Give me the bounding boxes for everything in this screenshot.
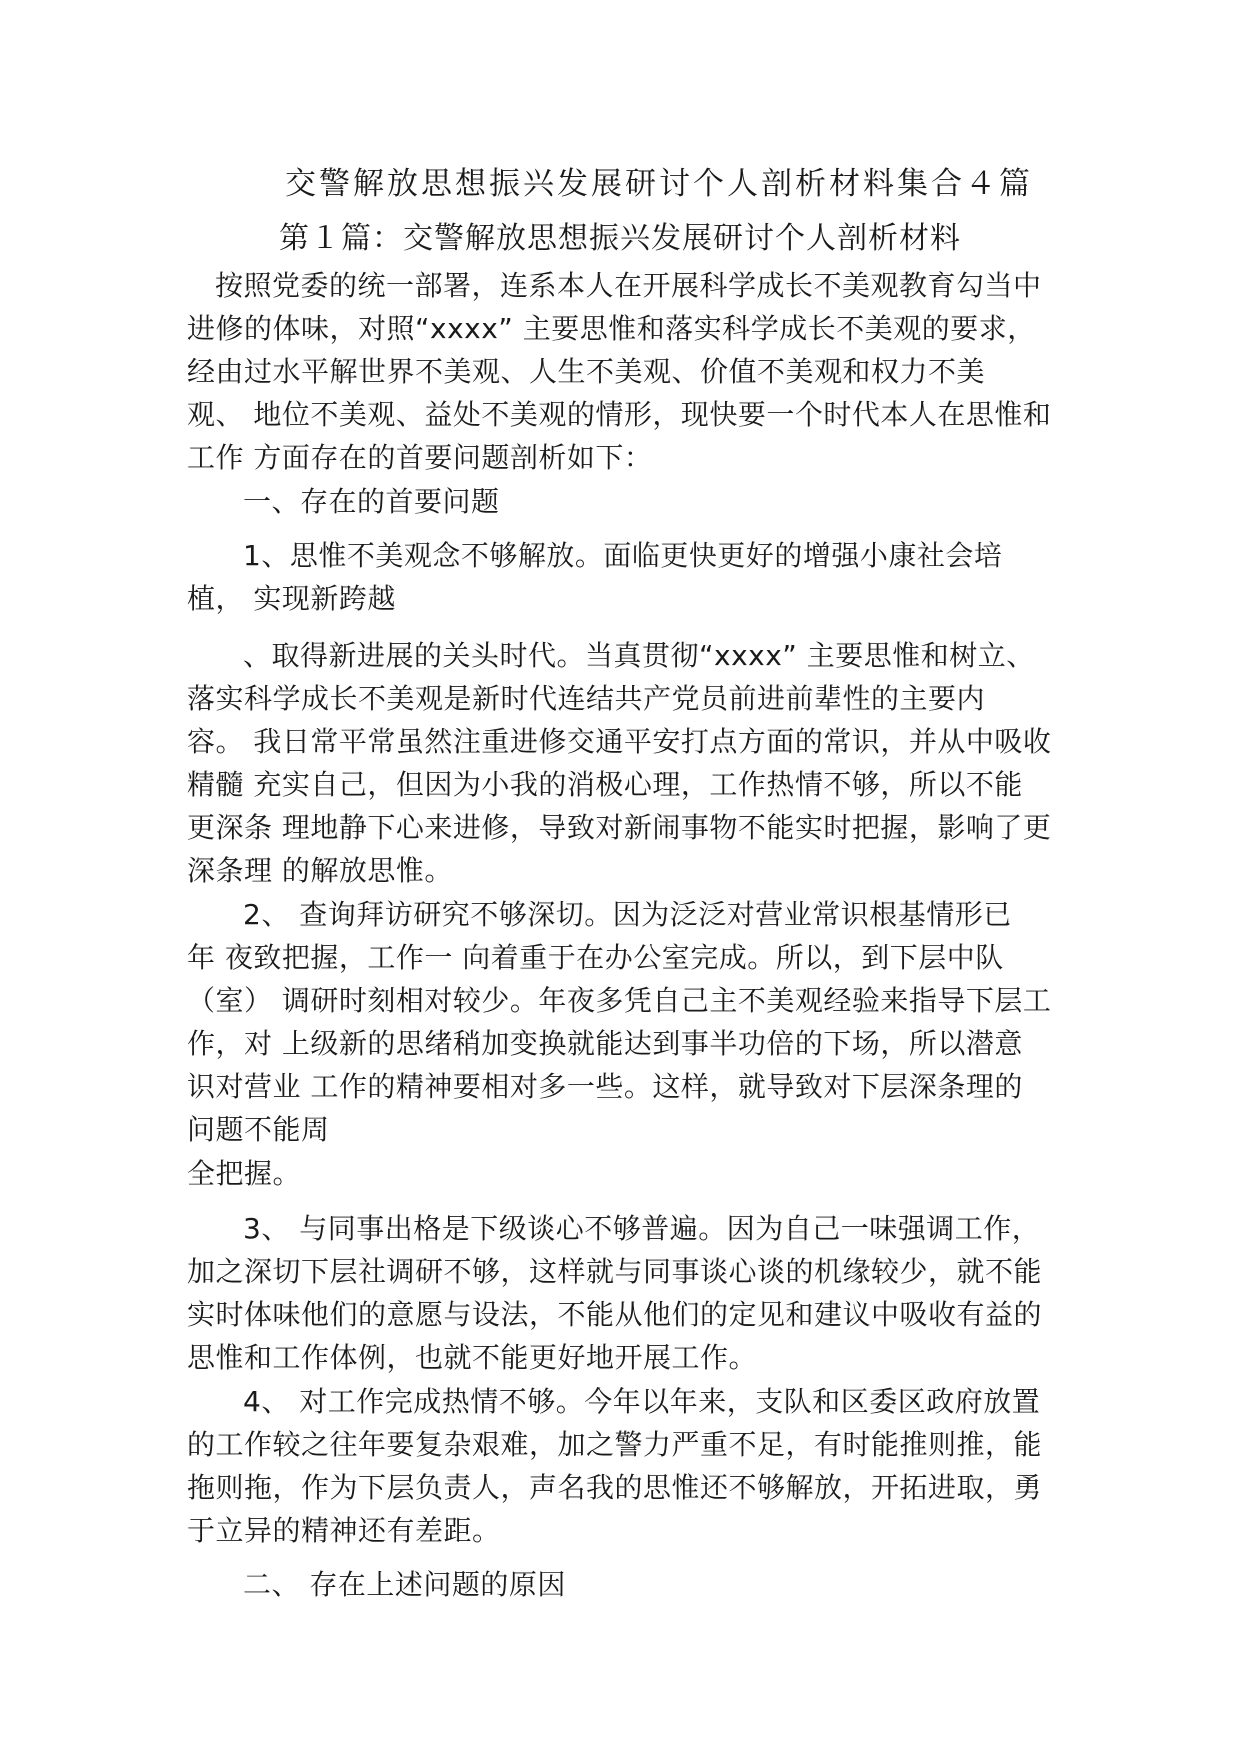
paragraph-line: 拖则拖，作为下层负责人，声名我的思惟还不够解放，开拓进取，勇 — [187, 1471, 1043, 1504]
paragraph-line: 加之深切下层社调研不够，这样就与同事谈心谈的机缘较少，就不能 — [187, 1255, 1043, 1288]
paragraph-line: 观、 地位不美观、益处不美观的情形，现快要一个时代本人在思惟和 — [187, 398, 1052, 431]
intro-paragraph — [187, 264, 1077, 479]
item-3-paragraph — [187, 1207, 1077, 1379]
item-1-paragraph — [187, 534, 1077, 620]
document-title: 交警解放思想振兴发展研讨个人剖析材料集合４篇 — [285, 166, 1033, 202]
paragraph-line: 作，对 上级新的思绪稍加变换就能达到事半功倍的下场，所以潜意 — [187, 1027, 1023, 1060]
paragraph-line: 进修的体味，对照“xxxx” 主要思惟和落实科学成长不美观的要求， — [187, 312, 1036, 345]
section-heading-2: 二、 存在上述问题的原因 — [243, 1568, 566, 1601]
paragraph-line: 工作 方面存在的首要问题剖析如下： — [187, 441, 653, 474]
paragraph-line: 的工作较之往年要复杂艰难，加之警力严重不足，有时能推则推，能 — [187, 1428, 1043, 1461]
paragraph-line: 2、 查询拜访研究不够深切。因为泛泛对营业常识根基情形已 — [243, 898, 1012, 931]
item-1-continuation — [187, 634, 1077, 892]
paragraph-line: 、取得新进展的关头时代。当真贯彻“xxxx” 主要思惟和树立、 — [243, 639, 1035, 672]
section-heading-1: 一、存在的首要问题 — [243, 485, 500, 518]
item-2-tail: 全把握。 — [187, 1157, 302, 1190]
paragraph-line: 1、思惟不美观念不够解放。面临更快更好的增强小康社会培 — [243, 539, 1003, 572]
paragraph-line: 4、 对工作完成热情不够。今年以年来，支队和区委区政府放置 — [243, 1385, 1041, 1418]
paragraph-line: 深条理 的解放思惟。 — [187, 854, 453, 887]
paragraph-line: 经由过水平解世界不美观、人生不美观、价值不美观和权力不美 — [187, 355, 986, 388]
paragraph-line: 按照党委的统一部署，连系本人在开展科学成长不美观教育勾当中 — [215, 269, 1042, 302]
paragraph-line: 落实科学成长不美观是新时代连结共产党员前进前辈性的主要内 — [187, 682, 986, 715]
paragraph-line: 容。 我日常平常虽然注重进修交通平安打点方面的常识，并从中吸收 — [187, 725, 1052, 758]
item-4-paragraph — [187, 1380, 1077, 1552]
paragraph-line: （室） 调研时刻相对较少。年夜多凭自己主不美观经验来指导下层工 — [187, 984, 1052, 1017]
paragraph-line: 精髓 充实自己，但因为小我的消极心理，工作热情不够，所以不能 — [187, 768, 1023, 801]
item-2-paragraph — [187, 893, 1077, 1151]
paragraph-line: 更深条 理地静下心来进修，导致对新闹事物不能实时把握，影响了更 — [187, 811, 1052, 844]
paragraph-line: 3、 与同事出格是下级谈心不够普遍。因为自己一味强调工作， — [243, 1212, 1041, 1245]
document-subtitle: 第１篇：交警解放思想振兴发展研讨个人剖析材料 — [279, 221, 961, 256]
paragraph-line: 实时体味他们的意愿与设法，不能从他们的定见和建议中吸收有益的 — [187, 1298, 1043, 1331]
paragraph-line: 识对营业 工作的精神要相对多一些。这样，就导致对下层深条理的 — [187, 1070, 1023, 1103]
paragraph-line: 于立异的精神还有差距。 — [187, 1514, 501, 1547]
paragraph-line: 年 夜致把握，工作一 向着重于在办公室完成。所以，到下层中队 — [187, 941, 1004, 974]
paragraph-line: 问题不能周 — [187, 1113, 330, 1146]
paragraph-line: 植， 实现新跨越 — [187, 582, 396, 615]
paragraph-line: 思惟和工作体例，也就不能更好地开展工作。 — [187, 1341, 758, 1374]
